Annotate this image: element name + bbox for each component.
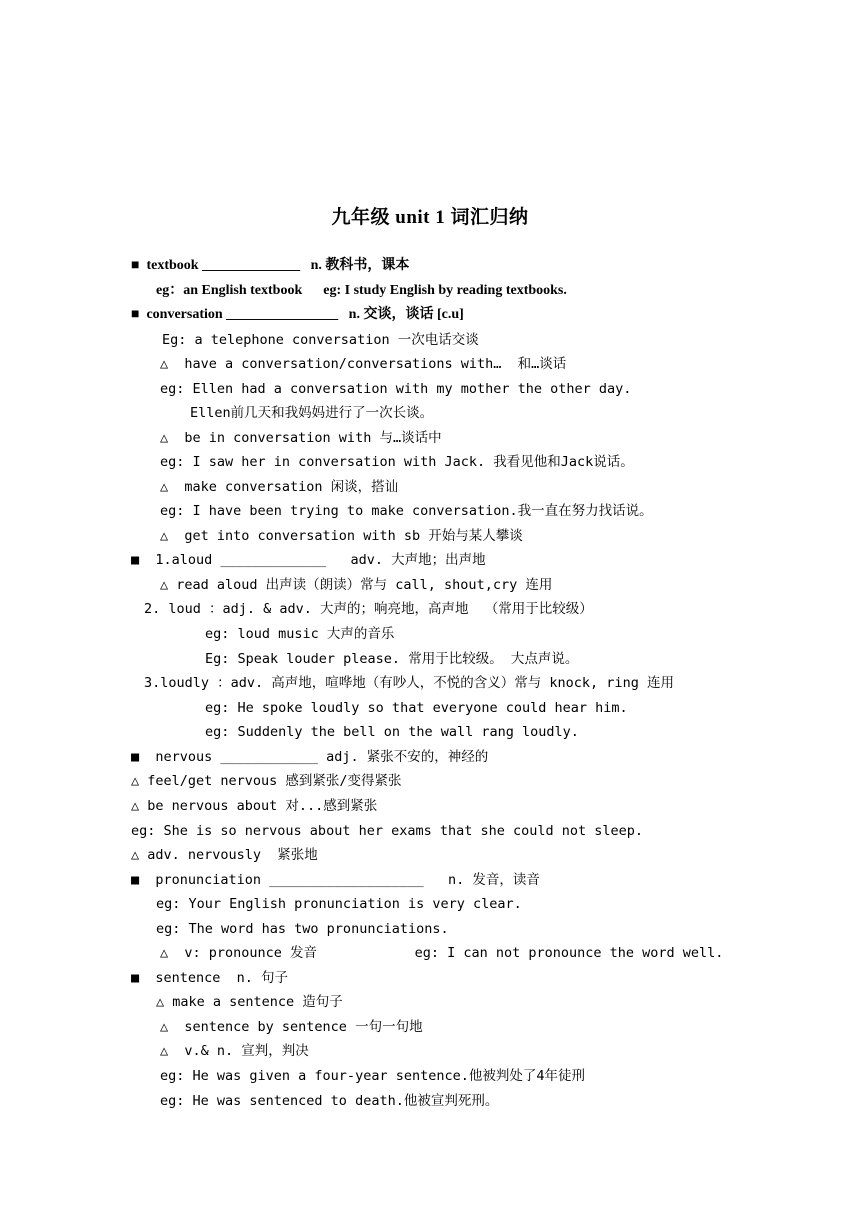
- example-line: eg: She is so nervous about her exams that she could not sleep.: [131, 823, 644, 839]
- phrase-line: △ v: pronounce 发音 eg: I can not pronounce the word well.: [160, 945, 724, 961]
- example-line: eg: I saw her in conversation with Jack. 我看见他和Jack说话。: [160, 454, 634, 470]
- entry-sentence: ■ sentence n. 句子: [131, 970, 289, 986]
- example-line: eg: He was given a four-year sentence.他被判处了4年徒刑: [160, 1068, 585, 1084]
- example-line: eg: Your English pronunciation is very clear.: [156, 896, 522, 912]
- example-line: eg: I have been trying to make conversation.我一直在努力找话说。: [160, 503, 653, 519]
- phrase-line: △ read aloud 出声读（朗读）常与 call, shout,cry 连用: [160, 577, 553, 593]
- phrase-line: △ make a sentence 造句子: [156, 994, 343, 1010]
- example-line: eg: Ellen had a conversation with my mother the other day.: [160, 381, 632, 397]
- example-line: Eg: Speak louder please. 常用于比较级。 大点声说。: [205, 651, 579, 667]
- example-line: eg: He spoke loudly so that everyone could hear him.: [205, 700, 628, 716]
- example-line: Eg: a telephone conversation 一次电话交谈: [162, 332, 479, 348]
- entry-textbook: ■ textbook ______________ n. 教科书，课本: [131, 258, 410, 273]
- example-line: eg: The word has two pronunciations.: [156, 921, 449, 937]
- entry-loud: 2. loud ：adj. & adv. 大声的；响亮地，高声地 （常用于比较级）: [144, 601, 593, 617]
- example-line: eg: loud music 大声的音乐: [205, 626, 395, 642]
- phrase-line: △ be nervous about 对...感到紧张: [131, 798, 378, 814]
- phrase-line: △ make conversation 闲谈，搭讪: [160, 479, 399, 495]
- example-line: eg: Suddenly the bell on the wall rang loudly.: [205, 724, 579, 740]
- phrase-line: △ sentence by sentence 一句一句地: [160, 1019, 423, 1035]
- entry-conversation: ■ conversation ________________ n. 交谈，谈话 [c.u]: [131, 307, 464, 322]
- phrase-line: △ feel/get nervous 感到紧张/变得紧张: [131, 773, 402, 789]
- example-line: eg: He was sentenced to death.他被宣判死刑。: [160, 1093, 499, 1109]
- phrase-line: △ get into conversation with sb 开始与某人攀谈: [160, 528, 523, 544]
- phrase-line: △ be in conversation with 与…谈话中: [160, 430, 442, 446]
- entry-loudly: 3.loudly ：adv. 高声地，喧哗地（有吵人，不悦的含义）常与 knock, ring 连用: [144, 675, 674, 691]
- page-title: 九年级 unit 1 词汇归纳: [331, 207, 529, 228]
- translation-line: Ellen前几天和我妈妈进行了一次长谈。: [190, 405, 434, 421]
- phrase-line: △ adv. nervously 紧张地: [131, 847, 318, 863]
- entry-aloud: ■ 1.aloud _____________ adv. 大声地；出声地: [131, 552, 486, 568]
- entry-pronunciation: ■ pronunciation ___________________ n. 发音，读音: [131, 872, 540, 888]
- phrase-line: △ have a conversation/conversations with… 和…谈话: [160, 356, 567, 372]
- entry-nervous: ■ nervous ____________ adj. 紧张不安的，神经的: [131, 749, 489, 765]
- example-line: eg：an English textbook eg: I study English by reading textbooks.: [156, 283, 567, 298]
- phrase-line: △ v.& n. 宣判，判决: [160, 1043, 309, 1059]
